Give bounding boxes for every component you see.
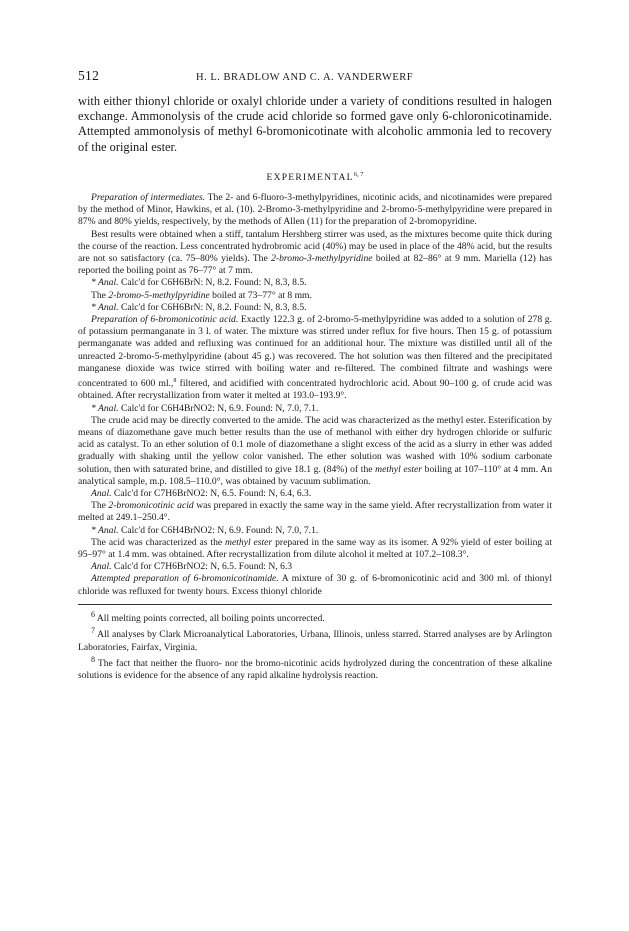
paragraph-heading: Preparation of 6-bromonicotinic acid. — [91, 314, 239, 326]
page-number: 512 — [78, 68, 100, 83]
section-heading — [78, 171, 552, 183]
paragraph-bromonicotinic-prep: Preparation of 6-bromonicotinic acid. Exactly 122.3 g. of 2-bromo-5-methylpyridine was added to a solution of 278 g. of potassium permanganate in 3 l. of water. The mixture was stirred under reflux for five hours. Then 15 g. of potassium permanganate was added and refluxing was continued for an additional hour. The mixture was distilled until all of the unreacted 2-bromo-5-methylpyridine (about 45 g.) was recovered. The hot solution was then filtered and the precipitated manganese dioxide was twice stirred with boiling water and re-filtered. The combined filtrate and washings were concentrated to 600 ml.,$^8$ filtered, and acidified with concentrated hydrochloric acid. About 90–100 g. of crude acid was obtained. After recrystallization from water it melted at 193.0–193.9°. — [78, 314, 553, 402]
footnote-mark: 8 — [91, 654, 95, 664]
footnote-ref: 8 — [173, 378, 177, 385]
paragraph-heading: Attempted preparation of 6-bromonicotinamide. — [91, 573, 279, 585]
paragraph-heading: Preparation of intermediates. — [91, 192, 206, 203]
paragraph-attempted-amide: Attempted preparation of 6-bromonicotinamide. A mixture of 30 g. of 6-bromonicotinic acid and 300 ml. of thionyl chloride was refluxed for twenty hours. Excess thionyl chloride — [78, 573, 552, 597]
footnote-mark: 7 — [91, 626, 95, 636]
experimental-section — [78, 192, 552, 598]
footnote-mark: 6 — [91, 609, 95, 619]
intro-paragraph: with either thionyl chloride or oxalyl chloride under a variety of conditions resulted in halogen exchange. Ammonolysis of the crude acid chloride so formed gave only 6-chloronicotinamide. Attempted ammonolysis of methyl 6-bromonicotinate with alcoholic ammonia led to recovery of the original ester. — [78, 94, 552, 154]
analysis-line: * Anal. Calc'd for C6H6BrN: N, 8.2. Found: N, 8.3, 8.5. — [91, 277, 307, 289]
paragraph-bromo5methyl: The 2-bromo-5-methylpyridine boiled at 73–77° at 8 mm. — [91, 289, 312, 301]
paragraph-2-bromonicotinic: The 2-bromonicotinic acid was prepared in exactly the same way in the same yield. After recrystallization from water it melted at 249.1–250.4°. — [78, 500, 552, 524]
page-header — [78, 68, 552, 94]
section-footnote-refs: 6, 7 — [353, 170, 364, 178]
paragraph-best-results: Best results were obtained when a stiff, tantalum Hershberg stirrer was used, as the mixtures become quite thick during the course of the reaction. Less concentrated hydrobromic acid (40%) may be used in place of the 48% acid, but the results are not so satisfactory (ca. 75–80% yields). The 2-bromo-3-methylpyridine boiled at 82–86° at 9 mm. Mariella (12) has reported the boiling point as 76–77° at 7 mm. — [78, 228, 552, 277]
analysis-line: * Anal. Calc'd for C6H4BrNO2: N, 6.9. Found: N, 7.0, 7.1. — [91, 402, 319, 414]
footnote: $^8$ The fact that neither the fluoro- nor the bromo-nicotinic acids hydrolyzed during the concentration of these alkaline solutions is evidence for the absence of any rapid alkaline hydrolysis reaction. — [78, 654, 552, 682]
analysis-line: Anal. Calc'd for C7H6BrNO2: N, 6.5. Found: N, 6.4, 6.3. — [91, 488, 312, 500]
analysis-line: * Anal. Calc'd for C6H4BrNO2: N, 6.9. Found: N, 7.0, 7.1. — [91, 524, 319, 536]
footnote-divider — [78, 604, 552, 605]
footnote: $^7$ All analyses by Clark Microanalytical Laboratories, Urbana, Illinois, unless starred. Starred analyses are by Arlington Laboratories, Fairfax, Virginia. — [78, 626, 552, 653]
paragraph-methyl-ester: The acid was characterized as the methyl ester prepared in the same way as its isomer. A 92% yield of ester boiling at 95–97° at 1.4 mm. was obtained. After recrystallization from dilute alcohol it melted at 107.2–108.3°. — [78, 536, 552, 561]
analysis-line: * Anal. Calc'd for C6H6BrN: N, 8.2. Found: N, 8.3, 8.5. — [91, 301, 307, 313]
running-title: H. L. BRADLOW AND C. A. VANDERWERF — [196, 72, 414, 83]
section-title: EXPERIMENTAL — [266, 172, 354, 183]
paragraph-esterification: The crude acid may be directly converted to the amide. The acid was characterized as the methyl ester. Esterification by means of diazomethane gave much better results than the use of methanol with either dry hydrogen chloride or sulfuric acid as catalyst. To an ether solution of 0.1 mole of diazomethane a slight excess of the acid as a slurry in ether was added gradually with shaking until the yellow color vanished. The ether solution was washed with 10% sodium carbonate solution, then with saturated brine, and distilled to give 18.1 g. (84%) of the methyl ester boiling at 107–110° at 4 mm. An analytical sample, m.p. 108.5–110.0°, was obtained by vacuum sublimation. — [78, 414, 552, 487]
footnotes — [78, 609, 552, 683]
footnote: $^6$ All melting points corrected, all boiling points uncorrected. — [91, 609, 325, 625]
paragraph-intermediates: Preparation of intermediates. The 2- and 6-fluoro-3-methylpyridines, nicotinic acids, and nicotinamides were prepared by the method of Minor, Hawkins, et al. (10). 2-Bromo-3-methylpyridine and 2-bromo-5-methylpyridine were prepared in 87% and 80% yields, respectively, by the methods of Allen (11) for the preparation of 2-bromopyridine. — [78, 192, 552, 228]
analysis-line: Anal. Calc'd for C7H6BrNO2: N, 6.5. Found: N, 6.3 — [91, 561, 293, 573]
journal-page — [78, 68, 552, 682]
